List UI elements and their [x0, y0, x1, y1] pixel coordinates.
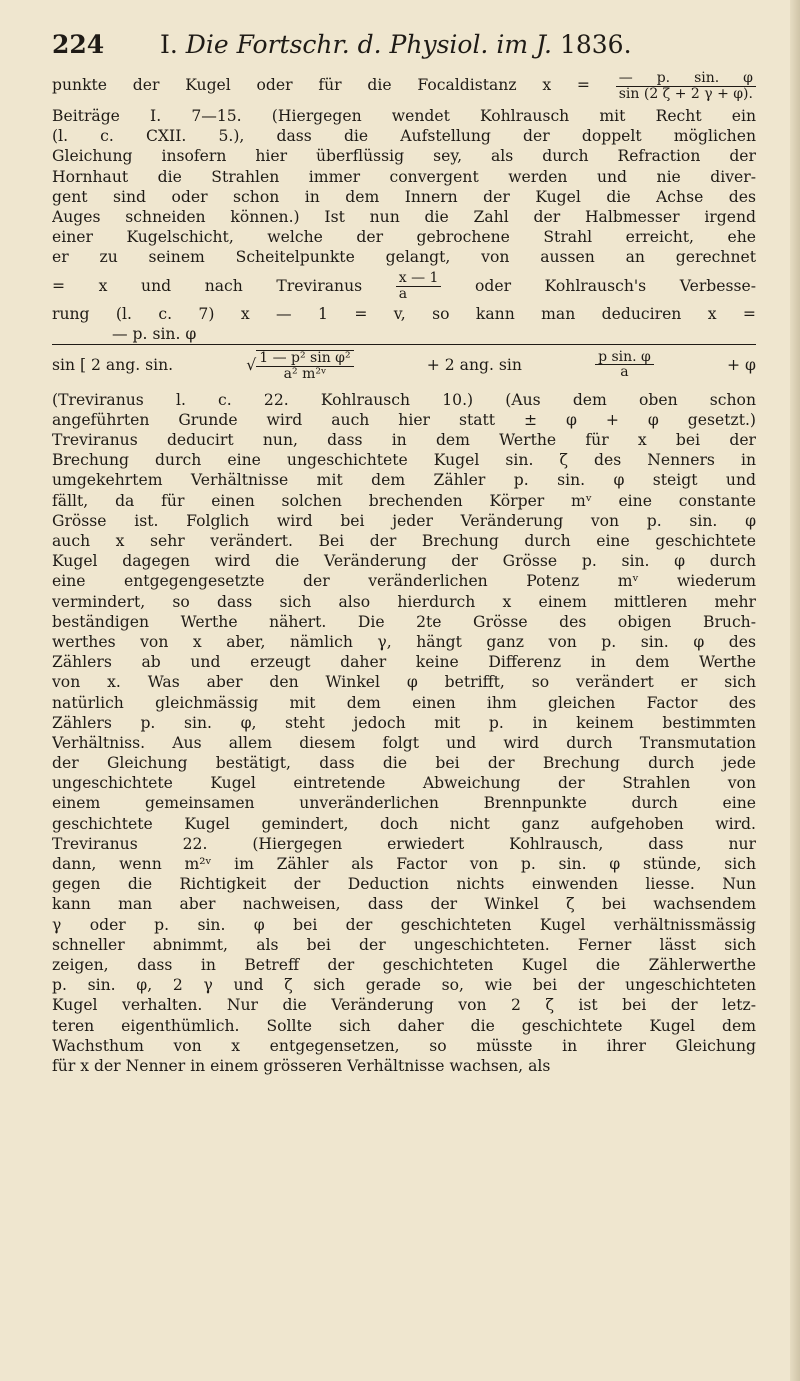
formula-treviranus-kohlrausch: [52, 268, 756, 304]
text-line: zeigen, dass in Betreff der geschichteten Kugel die Zählerwerthe: [52, 955, 756, 974]
formula3-frac-denominator: a: [620, 364, 629, 381]
text-line: gegen die Richtigkeit der Deduction nichts einwenden liesse. Nun: [52, 875, 756, 894]
formula-deduction: [52, 324, 756, 390]
text-line: einem gemeinsamen unveränderlichen Brennpunkte durch eine: [52, 794, 756, 813]
text-line: kann man aber nachweisen, dass der Winkel ζ bei wachsendem: [52, 895, 756, 914]
text-line: umgekehrtem Verhältnisse mit dem Zähler p. sin. φ steigt und: [52, 471, 756, 490]
body-text: [52, 64, 756, 1076]
text-line: Kugel dagegen wird die Veränderung der Grösse p. sin. φ durch: [52, 552, 756, 571]
formula1-denominator: sin (2 ζ + 2 γ + φ).: [618, 85, 753, 102]
text-line: Zählers ab und erzeugt daher keine Differenz in dem Werthe: [52, 653, 756, 672]
text-line: gent sind oder schon in dem Innern der Kugel die Achse des: [52, 187, 756, 206]
sqrt-numerator: 1 — p² sin φ²: [256, 351, 353, 367]
running-title: [160, 30, 632, 59]
formula3-tail: + φ: [727, 355, 756, 374]
formula1-fraction: [616, 71, 756, 101]
running-header: [52, 30, 756, 64]
text-line: dann, wenn m²ᵛ im Zähler als Factor von p. sin. φ stünde, sich: [52, 855, 756, 873]
title-italic: Die Fortschr. d. Physiol. im J.: [185, 30, 553, 59]
text-line: Gleichung insofern hier überflüssig sey, als durch Refraction der: [52, 147, 756, 166]
page-edge-shadow: [790, 0, 800, 1381]
text-line: eine entgegengesetzte der veränderlichen Potenz mᵛ wiederum: [52, 572, 756, 591]
text-line: Verhältniss. Aus allem diesem folgt und wird durch Transmutation: [52, 733, 756, 752]
text-line: angeführten Grunde wird auch hier statt ± φ + φ gesetzt.): [52, 410, 756, 429]
text-line: er zu seinem Scheitelpunkte gelangt, von aussen an gerechnet: [52, 248, 756, 267]
sqrt-denominator: a² m²ᵛ: [283, 365, 327, 382]
formula2-tail: oder Kohlrausch's Verbesse-: [475, 276, 756, 295]
formula2-fraction: [396, 271, 442, 301]
text-line: p. sin. φ, 2 γ und ζ sich gerade so, wie bei der ungeschichteten: [52, 976, 756, 995]
text-line: natürlich gleichmässig mit dem einen ihm gleichen Factor des: [52, 693, 756, 712]
text-line: Beiträge I. 7—15. (Hiergegen wendet Kohlrausch mit Recht ein: [52, 107, 756, 125]
text-line: Kugel verhalten. Nur die Veränderung von 2 ζ ist bei der letz-: [52, 996, 756, 1015]
main-paragraph: [52, 390, 756, 1076]
text-line: einer Kugelschicht, welche der gebrochene Strahl erreicht, ehe: [52, 228, 756, 247]
text-line: teren eigenthümlich. Sollte sich daher die geschichtete Kugel dem: [52, 1016, 756, 1035]
text-line: werthes von x aber, nämlich γ, hängt ganz von p. sin. φ des: [52, 632, 756, 651]
formula3-top: — p. sin. φ: [112, 324, 197, 343]
text-line: fällt, da für einen solchen brechenden Körper mᵛ eine constante: [52, 491, 756, 510]
sqrt-fraction: [256, 350, 353, 381]
text-line: Auges schneiden können.) Ist nun die Zahl der Halbmesser irgend: [52, 207, 756, 226]
text-line: auch x sehr verändert. Bei der Brechung durch eine geschichtete: [52, 532, 756, 550]
text-line: für x der Nenner in einem grösseren Verhältnisse wachsen, als: [52, 1056, 551, 1075]
text-line: Grösse ist. Folglich wird bei jeder Veränderung von p. sin. φ: [52, 511, 756, 530]
text-line: ungeschichtete Kugel eintretende Abweichung der Strahlen von: [52, 774, 756, 793]
text-line: γ oder p. sin. φ bei der geschichteten Kugel verhältnissmässig: [52, 915, 756, 934]
text-line: Treviranus 22. (Hiergegen erwiedert Kohlrausch, dass nur: [52, 834, 756, 853]
formula3-middle: + 2 ang. sin: [426, 355, 522, 374]
text-line: Hornhaut die Strahlen immer convergent werden und nie diver-: [52, 167, 756, 186]
text-line: Treviranus deducirt nun, dass in dem Werthe für x bei der: [52, 431, 756, 450]
formula3-fraction: [595, 350, 654, 380]
formula2-denominator: a: [398, 286, 408, 302]
formula2-lead: = x und nach Treviranus: [52, 276, 363, 295]
sqrt-term: √ $\frac{\text{1 — p² sin φ²}}{\text{a² m²ᵛ}}$: [246, 345, 353, 385]
formula-focal-distance: [52, 64, 756, 106]
title-prefix: I.: [160, 30, 178, 59]
text-line: Wachsthum von x entgegensetzen, so müsste in ihrer Gleichung: [52, 1036, 756, 1055]
text-line: Brechung durch eine ungeschichtete Kugel sin. ζ des Nenners in: [52, 451, 756, 470]
text-line: geschichtete Kugel gemindert, doch nicht ganz aufgehoben wird.: [52, 814, 756, 833]
text-line: vermindert, so dass sich also hierdurch x einem mittleren mehr: [52, 592, 756, 611]
text-line: (l. c. CXII. 5.), dass die Aufstellung der doppelt möglichen: [52, 127, 756, 146]
text-line: rung (l. c. 7) x — 1 = v, so kann man deduciren x =: [52, 304, 756, 323]
title-year: 1836.: [559, 30, 632, 59]
text-line: (Treviranus l. c. 22. Kohlrausch 10.) (Aus dem oben schon: [52, 390, 756, 409]
formula3-bottom: [52, 344, 756, 385]
text-line: schneller abnimmt, als bei der ungeschichteten. Ferner lässt sich: [52, 935, 756, 954]
formula1-lead: punkte der Kugel oder für die Focaldistanz x =: [52, 76, 590, 94]
formula3-bottom-lead: sin [ 2 ang. sin.: [52, 355, 174, 374]
text-line: von x. Was aber den Winkel φ betrifft, so verändert er sich: [52, 673, 756, 692]
text-line: Zählers p. sin. φ, steht jedoch mit p. in keinem bestimmten: [52, 713, 756, 732]
formula3-frac-numerator: p sin. φ: [595, 350, 654, 366]
text-line: beständigen Werthe nähert. Die 2te Grösse des obigen Bruch-: [52, 612, 756, 631]
formula1-numerator: — p. sin. φ: [616, 71, 756, 87]
formula2-numerator: x — 1: [396, 271, 442, 287]
text-line: der Gleichung bestätigt, dass die bei der Brechung durch jede: [52, 754, 756, 773]
page-number: 224: [52, 30, 105, 59]
